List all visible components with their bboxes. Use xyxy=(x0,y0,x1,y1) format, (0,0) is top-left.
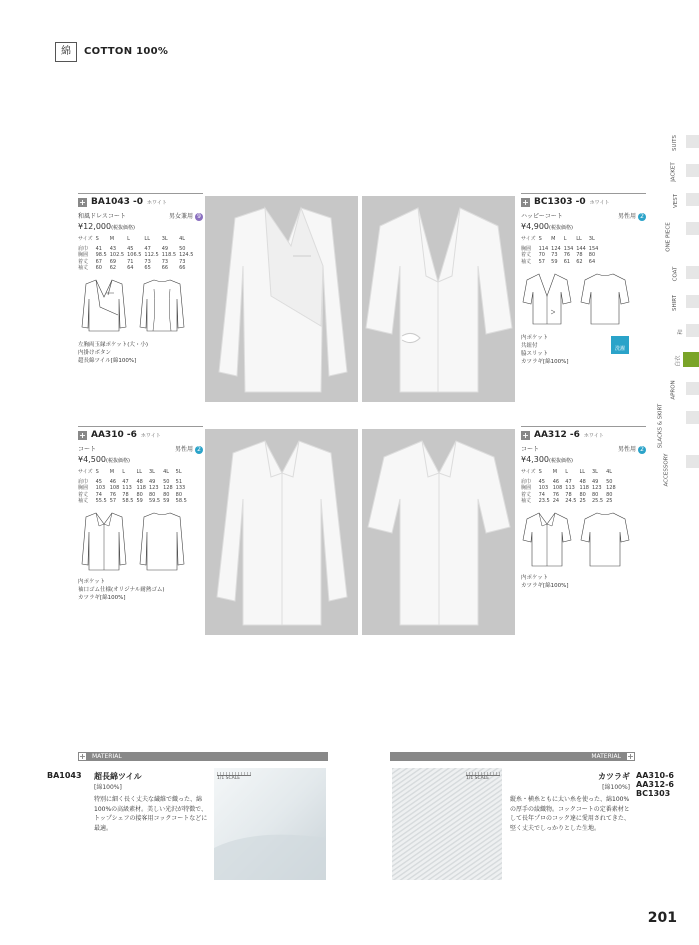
size-cell: 3L xyxy=(591,469,598,475)
nav-item-label: ACCESSORY xyxy=(663,453,670,487)
note-line: 袖口ゴム仕様(オリジナル耐熱ゴム) xyxy=(78,586,165,593)
size-cell: 76 xyxy=(109,491,117,498)
back-sketch-icon xyxy=(579,270,631,328)
back-sketch-icon xyxy=(136,510,188,572)
nav-item-label: JACKET xyxy=(670,161,677,182)
short-sleeve-coat-photo-icon xyxy=(362,429,515,635)
scale-label: 1/1 SCALE xyxy=(466,776,490,781)
size-cell: 45 xyxy=(538,478,545,485)
nav-tab[interactable] xyxy=(686,193,699,206)
note-line: カツラギ[綿100%] xyxy=(78,594,126,601)
tax-note: (税抜価格) xyxy=(549,458,573,464)
nav-item-3[interactable] xyxy=(660,215,699,259)
size-cell: LL xyxy=(576,236,582,242)
material-description: 特別に細く長く丈夫な繊維で織った、綿100%の高級素材。美しい光沢が特徴で、トップシェフの接客用コックコートなどに最適。 xyxy=(94,796,208,832)
nav-tab[interactable] xyxy=(686,266,699,279)
plus-icon[interactable]: + xyxy=(522,430,529,440)
product-type: ハッピーコート xyxy=(521,213,563,220)
note-line: 左胸両玉縁ポケット(大・小) xyxy=(78,341,149,348)
size-cell: 80 xyxy=(579,491,586,498)
size-cell: 71 xyxy=(127,258,134,265)
scale-ruler xyxy=(217,772,251,781)
size-cell: 123 xyxy=(148,485,159,491)
size-cell: 112.5 xyxy=(144,252,159,258)
size-cell: 76 xyxy=(552,491,560,498)
size-cell: 124 xyxy=(551,245,561,252)
size-cell: 胸囲 xyxy=(521,245,532,252)
product-type: 和風ドレスコート xyxy=(78,213,126,220)
nav-item-label: SUITS xyxy=(672,134,678,151)
size-cell: 113 xyxy=(122,485,132,491)
size-table xyxy=(78,236,196,272)
material-right-text xyxy=(510,771,630,833)
swatch-katsuragi xyxy=(392,768,502,880)
size-cell: 55.5 xyxy=(95,498,107,504)
note-line: 内ポケット xyxy=(521,574,549,581)
size-cell: 78 xyxy=(576,252,583,258)
product-color: ホワイト xyxy=(583,432,604,439)
size-cell: 114 xyxy=(538,245,549,252)
size-cell: 袖丈 xyxy=(78,265,89,271)
size-cell: 78 xyxy=(122,491,129,498)
plus-icon[interactable]: + xyxy=(79,430,86,440)
size-cell: 46 xyxy=(552,478,560,485)
scale-label: 1/1 SCALE xyxy=(217,776,241,781)
note-line: 超長綿ツイル[綿100%] xyxy=(78,357,137,364)
size-cell: LL xyxy=(144,236,150,242)
size-cell: 66 xyxy=(179,265,186,271)
material-code: AA310-6 xyxy=(636,771,674,780)
product-notes xyxy=(521,574,646,590)
size-cell: 4L xyxy=(163,469,170,475)
size-cell: 73 xyxy=(144,258,151,265)
size-cell: LL xyxy=(579,469,586,475)
size-cell: 25 xyxy=(579,498,586,504)
size-cell: 着丈 xyxy=(521,491,532,498)
size-cell: 69 xyxy=(109,258,117,265)
size-cell: 48 xyxy=(579,478,586,485)
size-count-badge: 2 xyxy=(638,446,646,454)
size-cell: 46 xyxy=(109,478,117,485)
photo-aa310 xyxy=(205,429,358,635)
size-cell: サイズ xyxy=(78,469,93,475)
product-price: ¥12,000 xyxy=(78,222,112,231)
fabric-swatch-icon xyxy=(392,768,502,880)
size-cell: サイズ xyxy=(521,236,536,242)
scale-ruler xyxy=(466,772,500,781)
nav-item-label: SLACKS & SKIRT xyxy=(657,403,664,449)
product-gender: 男性用 xyxy=(617,213,636,220)
size-cell: L xyxy=(127,236,130,242)
size-cell: 59 xyxy=(551,258,558,265)
swatch-twill xyxy=(214,768,326,880)
size-count-badge: 2 xyxy=(638,213,646,221)
size-cell: 24.5 xyxy=(565,498,577,504)
nav-tab[interactable] xyxy=(686,382,699,395)
size-cell: 肩巾 xyxy=(78,478,89,485)
photo-bc1303 xyxy=(362,196,515,402)
size-cell: 25.5 xyxy=(591,498,604,504)
size-cell: 134 xyxy=(563,245,574,252)
nav-item-label: APRON xyxy=(670,379,677,400)
size-cell: 80 xyxy=(591,491,599,498)
front-sketch-icon xyxy=(521,270,573,328)
size-cell: 胸囲 xyxy=(521,485,532,491)
size-cell: 58.5 xyxy=(122,498,134,504)
size-cell: 50 xyxy=(163,478,170,485)
size-cell: 133 xyxy=(175,485,186,491)
size-cell: 着丈 xyxy=(78,258,89,265)
size-cell: 49 xyxy=(591,478,599,485)
nav-tab[interactable] xyxy=(686,324,699,337)
size-cell: 80 xyxy=(136,491,143,498)
size-cell: 80 xyxy=(175,491,183,498)
size-cell: 65 xyxy=(144,265,151,271)
size-count-badge: 9 xyxy=(195,213,203,221)
page-number: 201 xyxy=(647,910,677,926)
cotton-label: COTTON 100% xyxy=(84,46,169,57)
size-cell: 106.5 xyxy=(127,252,142,258)
size-cell: 肩巾 xyxy=(78,245,89,252)
material-left-text xyxy=(94,771,210,833)
size-cell: M xyxy=(552,469,558,475)
size-cell: 123 xyxy=(591,485,602,491)
nav-tab[interactable] xyxy=(686,295,699,308)
size-cell: 23.5 xyxy=(538,498,550,504)
size-cell: S xyxy=(95,469,99,475)
product-code: AA312 -6 xyxy=(534,430,580,440)
size-cell: M xyxy=(109,469,115,475)
size-cell: サイズ xyxy=(78,236,93,242)
product-type: コート xyxy=(521,446,540,453)
size-cell: 64 xyxy=(127,265,134,271)
size-cell: 57 xyxy=(109,498,117,504)
nav-item-4[interactable] xyxy=(660,259,699,288)
size-cell: 47 xyxy=(565,478,572,485)
product-gender: 男女兼用 xyxy=(168,213,193,220)
material-description: 縦糸・横糸ともに太い糸を使った、綿100%の厚手の綾織物。コックコートの定番素材として長年プロのコック達に愛用されてきた、堅く丈夫でしっかりとした生地。 xyxy=(510,796,630,832)
size-cell: 57 xyxy=(538,258,545,265)
size-cell: 58.5 xyxy=(175,498,187,504)
product-color: ホワイト xyxy=(147,199,167,206)
jacket-photo-icon xyxy=(205,196,358,402)
product-aa310 xyxy=(78,426,203,602)
product-price: ¥4,500 xyxy=(78,455,106,464)
size-table xyxy=(521,469,619,505)
size-cell: 154 xyxy=(588,245,599,252)
size-cell: 73 xyxy=(551,252,558,258)
size-cell: L xyxy=(565,469,569,475)
product-price: ¥4,300 xyxy=(521,455,549,464)
size-cell: 50 xyxy=(606,478,613,485)
cotton-icon: 綿 xyxy=(55,42,77,62)
front-sketch-icon xyxy=(78,277,130,335)
material-code: BA1043 xyxy=(47,771,82,780)
size-table xyxy=(78,469,190,505)
photo-aa312 xyxy=(362,429,515,635)
garment-sketch xyxy=(521,270,646,328)
size-cell: 41 xyxy=(95,245,102,252)
size-cell: 肩巾 xyxy=(521,478,532,485)
product-bc1303 xyxy=(521,193,646,366)
size-cell: 袖丈 xyxy=(521,498,532,504)
size-cell: 103 xyxy=(95,485,106,491)
nav-item-5[interactable] xyxy=(660,288,699,317)
size-cell: LL xyxy=(136,469,143,475)
size-cell: S xyxy=(538,236,542,242)
size-cell: 62 xyxy=(109,265,117,271)
material-composition: [綿100%] xyxy=(602,784,630,791)
material-code: BC1303 xyxy=(636,789,671,798)
size-cell: 胸囲 xyxy=(78,485,89,491)
size-cell: 74 xyxy=(538,491,545,498)
material-name: 超長綿ツイル xyxy=(94,772,142,781)
product-notes xyxy=(78,578,203,602)
nav-tab[interactable] xyxy=(686,164,699,177)
product-code: BA1043 -0 xyxy=(91,197,144,207)
nav-item-0[interactable] xyxy=(660,128,699,157)
nav-item-label: ONE PIECE xyxy=(665,222,672,252)
plus-icon[interactable]: + xyxy=(522,197,529,207)
material-code: AA312-6 xyxy=(636,780,674,789)
garment-sketch xyxy=(521,510,646,568)
size-cell: 108 xyxy=(552,485,563,491)
material-name: カツラギ xyxy=(598,772,630,781)
garment-sketch xyxy=(78,510,203,572)
size-cell: 3L xyxy=(161,236,168,242)
size-cell: M xyxy=(109,236,115,242)
product-color: ホワイト xyxy=(140,432,161,439)
size-cell: サイズ xyxy=(521,469,536,475)
size-cell: 51 xyxy=(175,478,183,485)
size-cell: 80 xyxy=(606,491,613,498)
size-cell: 124.5 xyxy=(179,252,194,258)
size-cell: 4L xyxy=(179,236,186,242)
nav-item-8[interactable] xyxy=(660,375,699,404)
nav-item-9[interactable] xyxy=(657,403,699,449)
size-cell: 76 xyxy=(563,252,571,258)
size-cell: 113 xyxy=(565,485,575,491)
size-cell: 60 xyxy=(95,265,102,271)
product-code: BC1303 -0 xyxy=(534,197,586,207)
garment-sketch xyxy=(78,277,203,335)
nav-item-label: 白衣 xyxy=(675,354,682,367)
nav-item-label: VEST xyxy=(672,193,679,208)
size-cell: 43 xyxy=(109,245,117,252)
size-cell: 78 xyxy=(565,491,572,498)
nav-tab[interactable] xyxy=(686,135,699,148)
size-cell: 64 xyxy=(588,258,596,265)
product-code: AA310 -6 xyxy=(91,430,137,440)
size-table xyxy=(521,236,601,265)
size-cell: 103 xyxy=(538,485,549,491)
product-type: コート xyxy=(78,446,97,453)
nav-item-label: 和 xyxy=(678,328,685,335)
size-cell: 24 xyxy=(552,498,560,504)
size-cell: 袖丈 xyxy=(521,258,532,265)
material-composition: [綿100%] xyxy=(94,784,122,791)
wash-label: 洗濯 xyxy=(614,346,625,352)
nav-item-10[interactable] xyxy=(660,448,699,492)
plus-icon[interactable]: + xyxy=(79,752,86,761)
product-price: ¥4,900 xyxy=(521,222,549,231)
coat-photo-icon xyxy=(205,429,358,635)
size-cell: 49 xyxy=(148,478,156,485)
size-cell: 61 xyxy=(563,258,571,265)
size-cell: 67 xyxy=(95,258,102,265)
size-cell: M xyxy=(551,236,556,242)
size-cell: 118 xyxy=(579,485,589,491)
size-count-badge: 2 xyxy=(195,446,203,454)
size-cell: 80 xyxy=(588,252,596,258)
wash-icon xyxy=(611,336,629,354)
product-notes xyxy=(78,341,203,365)
plus-icon[interactable]: + xyxy=(79,197,86,207)
size-cell: 45 xyxy=(127,245,134,252)
note-line: カツラギ[綿100%] xyxy=(521,359,569,365)
size-cell: S xyxy=(538,469,542,475)
material-codes xyxy=(636,771,674,798)
material-bar-label: MATERIAL xyxy=(78,752,328,761)
size-cell: 74 xyxy=(95,491,102,498)
size-cell: 着丈 xyxy=(78,491,89,498)
note-line: 内掛けボタン xyxy=(78,349,112,356)
nav-item-label: COAT xyxy=(672,266,679,281)
size-cell: 128 xyxy=(163,485,173,491)
front-sketch-icon xyxy=(521,510,573,568)
size-cell: 144 xyxy=(576,245,586,252)
fabric-swatch-icon xyxy=(214,768,326,880)
tax-note: (税抜価格) xyxy=(106,458,130,464)
size-cell: 80 xyxy=(148,491,156,498)
happi-coat-photo-icon xyxy=(362,196,515,402)
note-line: カツラギ[綿100%] xyxy=(521,582,569,589)
size-cell: 着丈 xyxy=(521,252,532,258)
nav-tab[interactable] xyxy=(686,455,699,468)
photo-ba1043 xyxy=(205,196,358,402)
size-cell: 59 xyxy=(163,498,170,504)
size-cell: 102.5 xyxy=(109,252,125,258)
note-line: 脇スリット xyxy=(521,351,549,357)
nav-tab[interactable] xyxy=(686,411,699,424)
size-cell: 3L xyxy=(588,236,595,242)
size-cell: 4L xyxy=(606,469,613,475)
material-bar-label: MATERIAL xyxy=(390,752,635,761)
size-cell: 118.5 xyxy=(161,252,177,258)
size-cell: 47 xyxy=(144,245,151,252)
back-sketch-icon xyxy=(579,510,631,568)
size-cell: 108 xyxy=(109,485,120,491)
nav-item-7[interactable] xyxy=(660,346,699,375)
size-cell: 45 xyxy=(95,478,102,485)
note-line: 内ポケット xyxy=(78,578,106,585)
size-cell: 66 xyxy=(161,265,169,271)
material-left-bar xyxy=(78,752,328,761)
nav-tab[interactable] xyxy=(683,352,699,367)
product-aa312 xyxy=(521,426,646,590)
product-gender: 男性用 xyxy=(174,446,193,453)
nav-item-2[interactable] xyxy=(660,186,699,215)
size-cell: L xyxy=(122,469,126,475)
back-sketch-icon xyxy=(136,277,188,335)
nav-item-1[interactable] xyxy=(660,157,699,186)
size-cell: 袖丈 xyxy=(78,498,89,504)
nav-item-label: SHIRT xyxy=(671,294,678,311)
size-cell: 3L xyxy=(148,469,155,475)
size-cell: 128 xyxy=(606,485,616,491)
tax-note: (税抜価格) xyxy=(549,225,573,231)
note-line: 共紐付 xyxy=(521,343,538,349)
size-cell: 47 xyxy=(122,478,129,485)
size-cell: S xyxy=(95,236,99,242)
size-cell: 62 xyxy=(576,258,583,265)
product-ba1043 xyxy=(78,193,203,365)
size-cell: 59.5 xyxy=(148,498,161,504)
nav-tab[interactable] xyxy=(686,222,699,235)
size-cell: 118 xyxy=(136,485,146,491)
size-cell: 59 xyxy=(136,498,143,504)
nav-item-6[interactable] xyxy=(660,317,699,346)
size-cell: 50 xyxy=(179,245,186,252)
size-cell: 73 xyxy=(179,258,186,265)
product-color: ホワイト xyxy=(589,199,610,206)
tax-note: (税抜価格) xyxy=(111,225,135,231)
size-cell: 98.5 xyxy=(95,252,107,258)
size-cell: 73 xyxy=(161,258,169,265)
note-line: 内ポケット xyxy=(521,335,549,341)
size-cell: L xyxy=(563,236,567,242)
size-cell: 25 xyxy=(606,498,613,504)
front-sketch-icon xyxy=(78,510,130,572)
size-cell: 49 xyxy=(161,245,169,252)
size-cell: 80 xyxy=(163,491,170,498)
size-cell: 胸囲 xyxy=(78,252,89,258)
plus-icon[interactable]: + xyxy=(627,752,634,761)
material-right-bar xyxy=(390,752,635,761)
category-side-nav xyxy=(657,128,699,492)
size-cell: 48 xyxy=(136,478,143,485)
product-gender: 男性用 xyxy=(617,446,636,453)
size-cell: 70 xyxy=(538,252,545,258)
size-cell: 5L xyxy=(175,469,182,475)
